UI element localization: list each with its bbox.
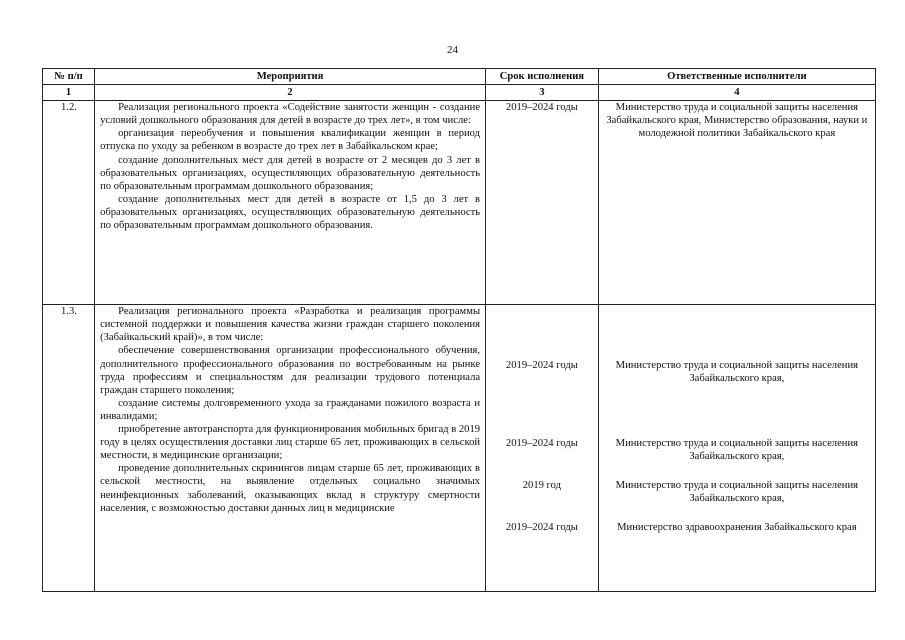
measure-paragraph: приобретение автотранспорта для функционирования мобильных бригад в 2019 году в целях осуществления доставки лиц старше 65 лет, проживающих в сельской местности, в медицинские организации; xyxy=(100,424,481,462)
row-measures xyxy=(95,305,486,592)
header-measures: Мероприятия xyxy=(95,69,486,85)
row-number: 1.2. xyxy=(43,101,95,305)
table-row xyxy=(43,101,876,305)
sub-term: 2019 год xyxy=(522,480,562,492)
measure-paragraph: проведение дополнительных скринингов лицам старше 65 лет, проживающих в сельской местности, на выявление отдельных социально значимых неинфекционных заболеваний, оказывающих вклад в структуру смертности населения, с возможностью доставки данных лиц в медицинские xyxy=(100,463,481,514)
sub-term: 2019–2024 годы xyxy=(505,438,578,450)
measures-table xyxy=(42,68,876,592)
header-num: № п/п xyxy=(43,69,95,85)
header-index-4: 4 xyxy=(598,85,875,101)
row-term: 2019–2024 годы xyxy=(486,101,599,305)
header-responsible: Ответственные исполнители xyxy=(598,69,875,85)
sub-responsible: Министерство труда и социальной защиты населения Забайкальского края, xyxy=(615,480,858,505)
header-numbers-row xyxy=(43,85,876,101)
row-terms xyxy=(486,305,599,592)
measure-paragraph: Реализация регионального проекта «Разработка и реализация программы системной поддержки и повышения качества жизни граждан старшего поколения (Забайкальский край)», в том числе: xyxy=(100,306,481,344)
row-responsibles xyxy=(598,305,875,592)
row-responsible: Министерство труда и социальной защиты населения Забайкальского края, Министерство образования, науки и молодежной политики Забайкальского края xyxy=(598,101,875,305)
measure-paragraph: создание системы долговременного ухода за гражданами пожилого возраста и инвалидами; xyxy=(100,397,481,422)
sub-responsible: Министерство труда и социальной защиты населения Забайкальского края, xyxy=(615,438,858,463)
row-measures xyxy=(95,101,486,305)
measure-paragraph: Реализация регионального проекта «Содействие занятости женщин - создание условий дошкольного образования для детей в возрасте до трех лет», в том числе: xyxy=(100,102,481,127)
header-row xyxy=(43,69,876,85)
header-term: Срок исполнения xyxy=(486,69,599,85)
measure-paragraph: создание дополнительных мест для детей в возрасте от 2 месяцев до 3 лет в образовательных организациях, осуществляющих образовательную деятельность по образовательным программам дошкольного образования; xyxy=(100,154,481,192)
measure-paragraph: создание дополнительных мест для детей в возрасте от 1,5 до 3 лет в образовательных организациях, осуществляющих образовательную деятельность по образовательным программам дошкольного образования. xyxy=(100,193,481,232)
table-row xyxy=(43,305,876,592)
sub-term: 2019–2024 годы xyxy=(505,360,578,372)
measure-paragraph: организация переобучения и повышения квалификации женщин в период отпуска по уходу за ребенком в возрасте до трех лет в Забайкальском крае; xyxy=(100,128,481,153)
header-index-3: 3 xyxy=(486,85,599,101)
measure-paragraph: обеспечение совершенствования организации профессионального обучения, дополнительного профессионального образования по востребованным на рынке труда профессиям и специальностям для реализации трудового потенциала граждан старшего поколения; xyxy=(100,345,481,396)
sub-responsible: Министерство здравоохранения Забайкальского края xyxy=(617,522,857,534)
header-index-1: 1 xyxy=(43,85,95,101)
sub-term: 2019–2024 годы xyxy=(505,522,578,534)
header-index-2: 2 xyxy=(95,85,486,101)
row-number: 1.3. xyxy=(43,305,95,592)
sub-responsible: Министерство труда и социальной защиты населения Забайкальского края, xyxy=(615,360,858,385)
page-number: 24 xyxy=(447,44,458,56)
